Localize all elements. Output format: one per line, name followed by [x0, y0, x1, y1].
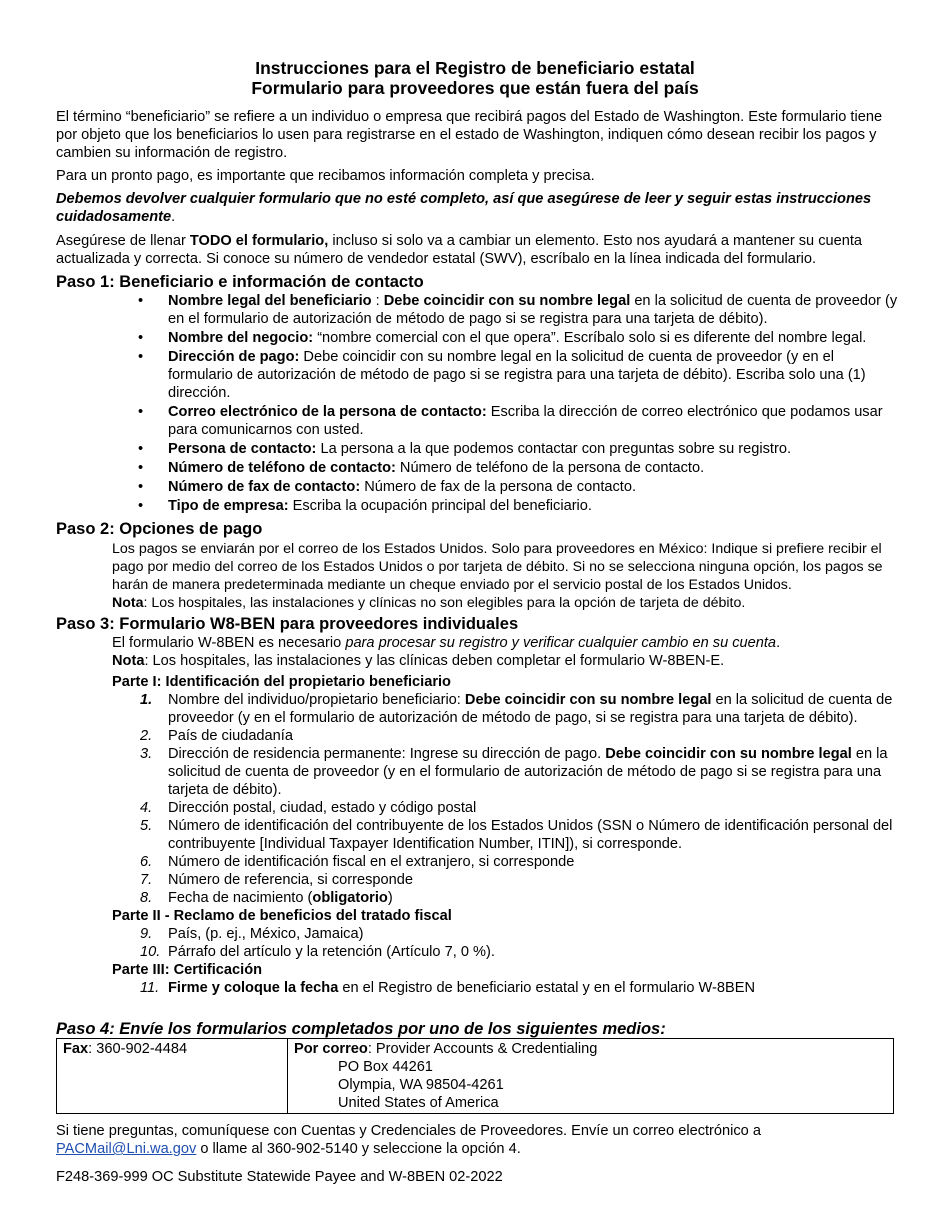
list-item — [112, 727, 897, 745]
paso3-text — [112, 634, 902, 652]
item-number: 4. — [140, 800, 153, 816]
item-text: en la solicitud de cuenta de proveedor (y en el formulario de autorización de método de pago, si se registra para una tarjeta de débito). — [168, 692, 893, 726]
paso3-body — [112, 634, 902, 670]
item-bold: Debe coincidir con su nombre legal — [464, 692, 712, 708]
paso4-heading: Paso 4: Envíe los formularios completados por uno de los siguientes medios: — [56, 1020, 666, 1038]
parte-2-heading: Parte II - Reclamo de beneficios del tratado fiscal — [112, 908, 452, 924]
mail-label: Por correo — [294, 1041, 368, 1057]
intro-p4-a: Asegúrese de llenar — [56, 233, 190, 249]
item-label: Nombre legal del beneficiario — [168, 293, 372, 309]
paso3-heading: Paso 3: Formulario W8-BEN para proveedores individuales — [56, 615, 519, 633]
item-text: Nombre del individuo/propietario beneficiario: — [168, 692, 465, 708]
email-link[interactable]: PACMail@Lni.wa.gov — [56, 1141, 197, 1157]
nota-text: : Los hospitales, las instalaciones y clínicas no son elegibles para la opción de tarjeta de débito. — [143, 595, 746, 611]
item-number: 10. — [140, 944, 161, 960]
list-item — [138, 292, 898, 328]
contact-text-a: Si tiene preguntas, comuníquese con Cuentas y Credenciales de Proveedores. Envíe un correo electrónico a — [56, 1123, 761, 1139]
paso3-nota — [112, 652, 902, 670]
item-text: País de ciudadanía — [168, 728, 293, 744]
fax-label: Fax — [63, 1041, 89, 1057]
item-text: Número de identificación del contribuyente de los Estados Unidos (SSN o Número de identificación personal del contribuyente [Individual Taxpayer Identification Number, ITIN]), si corresponde. — [168, 818, 893, 852]
contact-paragraph — [56, 1122, 856, 1158]
intro-warning-text: Debemos devolver cualquier formulario que no esté completo, así que asegúrese de leer y seguir estas instrucciones cuidadosamente — [56, 191, 872, 225]
list-item — [112, 817, 897, 853]
intro-warning-end: . — [171, 209, 176, 225]
item-label: Número de fax de contacto: — [168, 479, 361, 495]
item-number: 2. — [140, 728, 153, 744]
item-label: Dirección de pago: — [168, 349, 300, 365]
item-number: 8. — [140, 890, 153, 906]
item-text: La persona a la que podemos contactar con preguntas sobre su registro. — [316, 441, 791, 457]
document-title — [0, 58, 950, 98]
intro-p4-bold: TODO el formulario, — [189, 233, 329, 249]
list-item — [112, 943, 897, 961]
list-item — [112, 889, 897, 907]
item-text: Debe coincidir con su nombre legal en la solicitud de cuenta de proveedor (y en el formulario de autorización de método de pago si se registra para una tarjeta de débito). Escriba solo una (1) dirección. — [168, 349, 866, 401]
item-bold: Debe coincidir con su nombre legal — [605, 746, 852, 762]
paso3-numbered-list — [112, 673, 897, 997]
item-text: Dirección postal, ciudad, estado y código postal — [168, 800, 477, 816]
mail-value: : Provider Accounts & Credentialing — [367, 1041, 598, 1057]
list-item — [112, 799, 897, 817]
send-methods-table — [56, 1038, 894, 1114]
list-item — [112, 745, 897, 799]
intro-warning — [56, 190, 896, 226]
list-item — [138, 403, 898, 439]
item-bold: Debe coincidir con su nombre legal — [383, 293, 631, 309]
intro-paragraph-4 — [56, 232, 896, 268]
item-label: Nombre del negocio: — [168, 330, 314, 346]
item-label: Persona de contacto: — [168, 441, 317, 457]
paso2-nota — [112, 594, 902, 612]
paso1-list — [138, 292, 898, 516]
item-text: Dirección de residencia permanente: Ingrese su dirección de pago. — [168, 746, 606, 762]
nota-label: Nota — [112, 595, 144, 611]
item-number: 7. — [140, 872, 153, 888]
item-text: Escriba la dirección de correo electrónico que podamos usar para comunicarnos con usted. — [168, 404, 883, 438]
intro-p4-b: incluso si solo va a cambiar un elemento. Esto nos ayudará a mantener su cuenta actualizada y correcta. Si conoce su número de vendedor estatal (SWV), escríbalo en la línea indicada del formulario. — [56, 233, 863, 267]
nota-label: Nota — [112, 653, 145, 669]
form-id-footer: F248-369-999 OC Substitute Statewide Payee and W-8BEN 02-2022 — [56, 1169, 503, 1185]
item-text: en la solicitud de cuenta de proveedor (y en el formulario de autorización de método de pago si se registra para una tarjeta de débito). — [168, 746, 888, 798]
paso1-heading: Paso 1: Beneficiario e información de contacto — [56, 273, 424, 291]
list-item — [138, 440, 898, 458]
contact-text-b: o llame al 360-902-5140 y seleccione la opción 4. — [196, 1141, 521, 1157]
item-text: Fecha de nacimiento ( — [168, 890, 313, 906]
item-label: Correo electrónico de la persona de contacto: — [168, 404, 487, 420]
item-text: en el Registro de beneficiario estatal y en el formulario W-8BEN — [338, 980, 755, 996]
address-line: United States of America — [338, 1095, 499, 1111]
item-text: Escriba la ocupación principal del beneficiario. — [288, 498, 592, 514]
list-item — [112, 871, 897, 889]
list-item — [138, 497, 898, 515]
nota-text: : Los hospitales, las instalaciones y las clínicas deben completar el formulario W-8BEN-E. — [144, 653, 725, 669]
address-line: PO Box 44261 — [338, 1059, 433, 1075]
item-text: Párrafo del artículo y la retención (Artículo 7, 0 %). — [168, 944, 495, 960]
list-item — [138, 348, 898, 402]
paso2-body — [112, 540, 902, 612]
item-number: 11. — [140, 980, 160, 996]
paso3-text-italic: para procesar su registro y verificar cualquier cambio en su cuenta — [345, 635, 777, 651]
item-text: Número de identificación fiscal en el extranjero, si corresponde — [168, 854, 575, 870]
item-text: Número de fax de la persona de contacto. — [360, 479, 637, 495]
intro-paragraph-1: El término “beneficiario” se refiere a un individuo o empresa que recibirá pagos del Estado de Washington. Este formulario tiene por objeto que los beneficiarios lo usen para registrarse en el estado de Washington, indiquen cómo desean recibir los pagos y cambien su información de registro. — [56, 109, 883, 161]
list-item — [112, 925, 897, 943]
paso3-text-end: . — [776, 635, 781, 651]
item-number: 9. — [140, 926, 153, 942]
fax-cell — [57, 1039, 288, 1114]
list-item — [138, 459, 898, 477]
item-text: en la solicitud de cuenta de proveedor (y en el formulario de autorización de método de pago si se registra para una tarjeta de débito). — [168, 293, 898, 327]
list-item — [112, 691, 897, 727]
title-line-2: Formulario para proveedores que están fuera del país — [251, 78, 699, 98]
item-number: 5. — [140, 818, 153, 834]
item-bold: obligatorio — [312, 890, 388, 906]
item-text: “nombre comercial con el que opera”. Escríbalo solo si es diferente del nombre legal. — [313, 330, 867, 346]
title-line-1: Instrucciones para el Registro de beneficiario estatal — [255, 58, 695, 78]
item-label: Número de teléfono de contacto: — [168, 460, 396, 476]
address-line: Olympia, WA 98504-4261 — [338, 1077, 504, 1093]
item-bold: Firme y coloque la fecha — [168, 980, 339, 996]
item-number: 3. — [140, 746, 153, 762]
fax-value: : 360-902-4484 — [88, 1041, 188, 1057]
intro-paragraph-2: Para un pronto pago, es importante que recibamos información completa y precisa. — [56, 168, 595, 184]
list-item — [112, 853, 897, 871]
item-text: ) — [387, 890, 393, 906]
list-item — [138, 478, 898, 496]
item-number: 6. — [140, 854, 153, 870]
paso3-text-a: El formulario W-8BEN es necesario — [112, 635, 346, 651]
item-text: Número de teléfono de la persona de contacto. — [395, 460, 705, 476]
item-text: País, (p. ej., México, Jamaica) — [168, 926, 364, 942]
paso2-text: Los pagos se enviarán por el correo de los Estados Unidos. Solo para proveedores en México: Indique si prefiere recibir el pago por medio del correo de los Estados Unidos o por tarjeta de débito. Si no se selecciona ninguna opción, los pagos se harán de manera predeterminada mediante un cheque enviado por el servicio postal de los Estados Unidos. — [112, 541, 883, 593]
item-label: Tipo de empresa: — [168, 498, 289, 514]
list-item — [138, 329, 898, 347]
item-sep: : — [371, 293, 384, 309]
parte-1-heading: Parte I: Identificación del propietario beneficiario — [112, 674, 451, 690]
paso2-heading: Paso 2: Opciones de pago — [56, 520, 263, 538]
mail-cell — [288, 1039, 894, 1114]
parte-3-heading: Parte III: Certificación — [112, 962, 263, 978]
list-item — [112, 979, 897, 997]
item-number: 1. — [140, 692, 153, 708]
item-text: Número de referencia, si corresponde — [168, 872, 413, 888]
